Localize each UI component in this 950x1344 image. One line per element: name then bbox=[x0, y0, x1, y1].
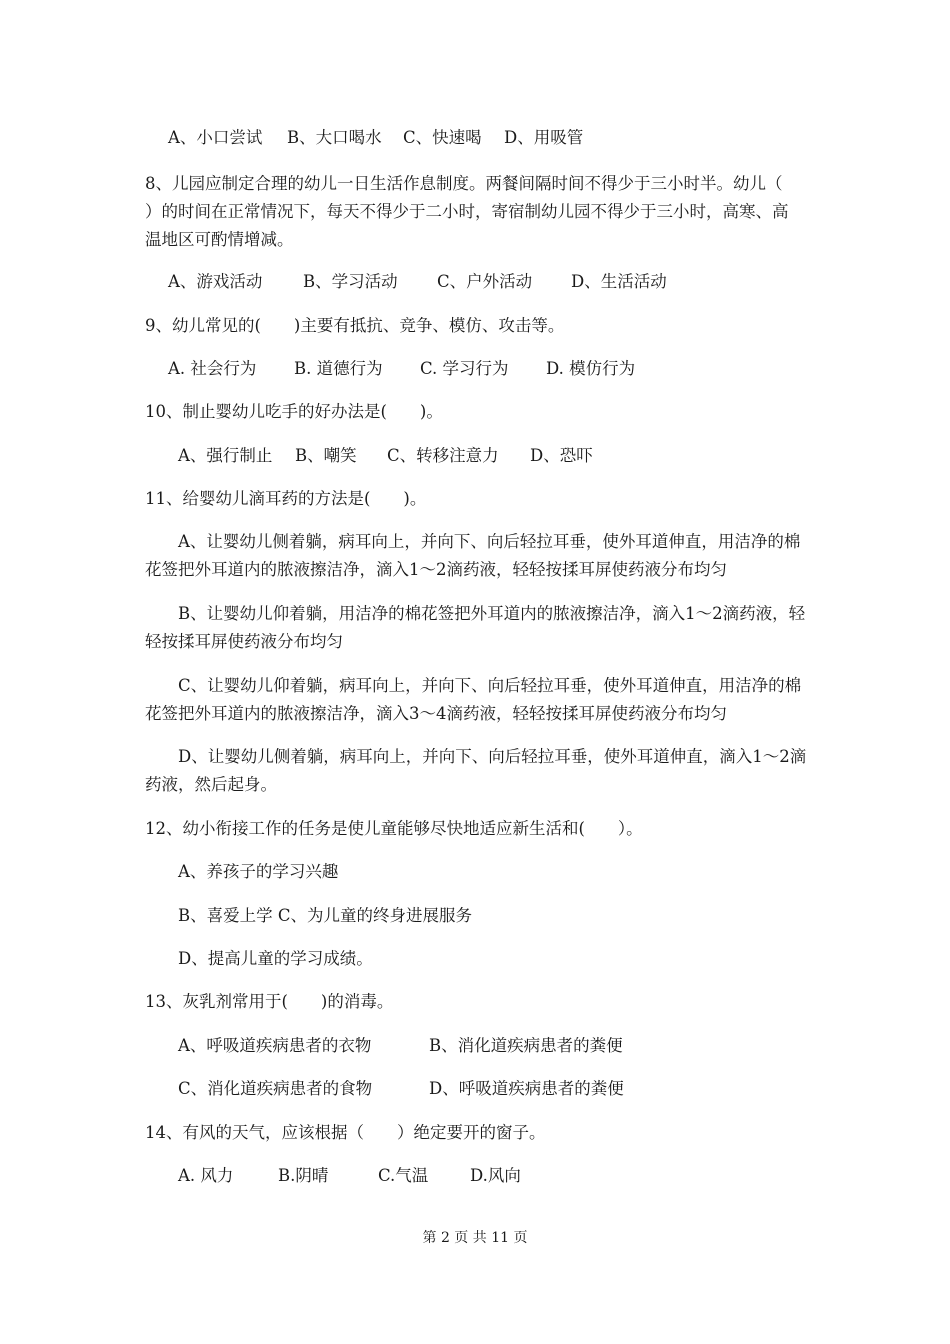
q13-option-c: C、消化道疾病患者的食物 bbox=[178, 1079, 373, 1098]
q11-option-c-line-1: C、让婴幼儿仰着躺，病耳向上，并向下、向后轻拉耳垂，使外耳道伸直，用洁净的棉 bbox=[178, 676, 802, 695]
q9-option-d: D. 模仿行为 bbox=[546, 359, 636, 378]
page-number-footer: 第 2 页 共 11 页 bbox=[422, 1230, 528, 1246]
q11-option-d-line-2: 药液，然后起身。 bbox=[145, 775, 277, 794]
q14-option-d: D.风向 bbox=[470, 1166, 521, 1185]
q12-option-b-c: B、喜爱上学 C、为儿童的终身进展服务 bbox=[178, 906, 472, 925]
q11-option-a-line-1: A、让婴幼儿侧着躺，病耳向上，并向下、向后轻拉耳垂，使外耳道伸直，用洁净的棉 bbox=[178, 532, 801, 551]
q10-option-a: A、强行制止 bbox=[178, 446, 273, 465]
q11-option-c-line-2: 花签把外耳道内的脓液擦洁净，滴入3～4滴药液，轻轻按揉耳屏使药液分布均匀 bbox=[145, 704, 727, 723]
q14-option-c: C.气温 bbox=[378, 1166, 429, 1185]
q8-option-d: D、生活活动 bbox=[571, 272, 667, 291]
q11-stem: 11、给婴幼儿滴耳药的方法是( )。 bbox=[145, 489, 427, 508]
q14-option-a: A. 风力 bbox=[178, 1166, 234, 1185]
q10-stem: 10、制止婴幼儿吃手的好办法是( )。 bbox=[145, 402, 443, 421]
q9-stem: 9、幼儿常见的( )主要有抵抗、竞争、模仿、攻击等。 bbox=[145, 316, 565, 335]
q11-option-b-line-2: 轻按揉耳屏使药液分布均匀 bbox=[145, 632, 343, 651]
q12-option-d: D、提高儿童的学习成绩。 bbox=[178, 949, 373, 968]
q8-stem-line-2: ）的时间在正常情况下，每天不得少于二小时，寄宿制幼儿园不得少于三小时，高寒、高 bbox=[145, 202, 789, 221]
q8-option-c: C、户外活动 bbox=[437, 272, 533, 291]
q10-option-c: C、转移注意力 bbox=[387, 446, 499, 465]
q10-option-d: D、恐吓 bbox=[530, 446, 593, 465]
q8-option-a: A、游戏活动 bbox=[168, 272, 263, 291]
q9-option-a: A. 社会行为 bbox=[168, 359, 257, 378]
q8-stem-line-3: 温地区可酌情增减。 bbox=[145, 230, 294, 249]
q13-option-a: A、呼吸道疾病患者的衣物 bbox=[178, 1036, 372, 1055]
q11-option-a-line-2: 花签把外耳道内的脓液擦洁净，滴入1～2滴药液，轻轻按揉耳屏使药液分布均匀 bbox=[145, 560, 727, 579]
q8-option-b: B、学习活动 bbox=[303, 272, 398, 291]
q7-option-c: C、快速喝 bbox=[403, 128, 482, 147]
q11-option-d-line-1: D、让婴幼儿侧着躺，病耳向上，并向下、向后轻拉耳垂，使外耳道伸直，滴入1～2滴 bbox=[178, 747, 807, 766]
q9-option-c: C. 学习行为 bbox=[420, 359, 509, 378]
q7-option-a: A、小口尝试 bbox=[168, 128, 263, 147]
q12-option-a: A、养孩子的学习兴趣 bbox=[178, 862, 339, 881]
q13-stem: 13、灰乳剂常用于( )的消毒。 bbox=[145, 992, 394, 1011]
q7-option-d: D、用吸管 bbox=[504, 128, 584, 147]
q8-stem-line-1: 8、儿园应制定合理的幼儿一日生活作息制度。两餐间隔时间不得少于三小时半。幼儿（ bbox=[145, 174, 783, 193]
q10-option-b: B、嘲笑 bbox=[295, 446, 357, 465]
q11-option-b-line-1: B、让婴幼儿仰着躺，用洁净的棉花签把外耳道内的脓液擦洁净，滴入1～2滴药液，轻 bbox=[178, 604, 806, 623]
q14-option-b: B.阴晴 bbox=[278, 1166, 329, 1185]
q12-stem: 12、幼小衔接工作的任务是使儿童能够尽快地适应新生活和( ）。 bbox=[145, 819, 643, 838]
q7-option-b: B、大口喝水 bbox=[287, 128, 382, 147]
q13-option-d: D、呼吸道疾病患者的粪便 bbox=[429, 1079, 624, 1098]
q13-option-b: B、消化道疾病患者的粪便 bbox=[429, 1036, 623, 1055]
q14-stem: 14、有风的天气，应该根据（ ）绝定要开的窗子。 bbox=[145, 1123, 546, 1142]
q9-option-b: B. 道德行为 bbox=[294, 359, 383, 378]
